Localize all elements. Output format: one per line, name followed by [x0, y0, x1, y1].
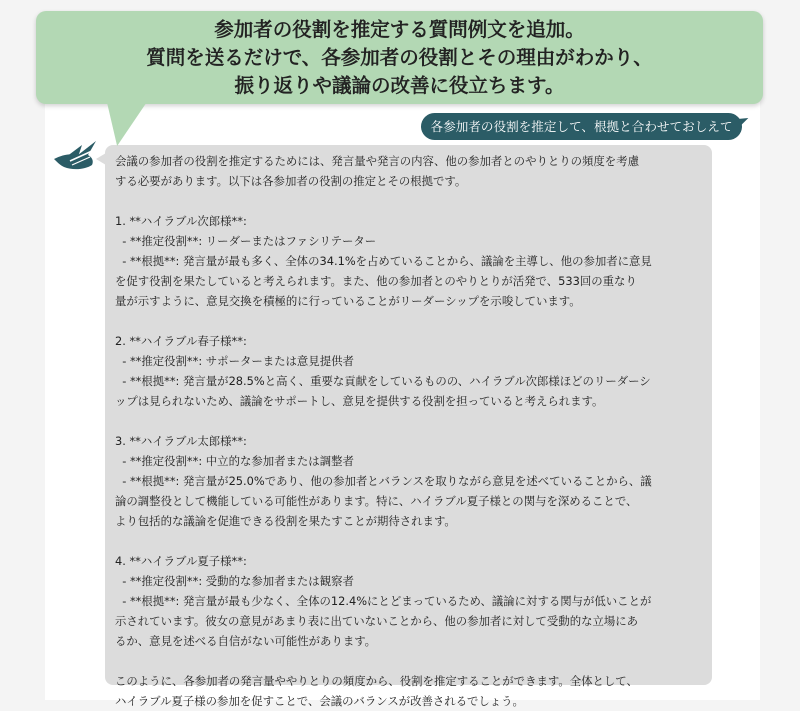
assistant-message-bubble [105, 145, 712, 708]
assistant-line [115, 311, 702, 331]
assistant-line: るか、意見を述べる自信がない可能性があります。 [115, 634, 377, 648]
assistant-line: 論の調整役として機能している可能性があります。特に、ハイラブル夏子様との関与を深めることで、 [115, 494, 638, 508]
banner-line-3: 振り返りや議論の改善に役立ちます。 [234, 73, 565, 97]
assistant-line: 会議の参加者の役割を推定するためには、発言量や発言の内容、他の参加者とのやりとりの頻度を考慮 [115, 154, 639, 168]
banner-line-1: 参加者の役割を推定する質問例文を追加。 [214, 17, 585, 41]
assistant-line: 3. **ハイラブル太郎様**: [115, 434, 247, 448]
assistant-line: - **根拠**: 発言量が最も少なく、全体の12.4%にとどまっているため、議論に対する関与が低いことが [115, 594, 652, 608]
assistant-line: ップは見られないため、議論をサポートし、意見を提供する役割を担っていると考えられます。 [115, 394, 604, 408]
assistant-line [115, 531, 702, 551]
feature-banner [36, 11, 763, 104]
user-message-bubble: 各参加者の役割を推定して、根拠と合わせておしえて [421, 113, 742, 140]
assistant-line: - **根拠**: 発言量が25.0%であり、他の参加者とバランスを取りながら意見を述べていることから、議 [115, 474, 652, 488]
assistant-line: 示されています。彼女の意見があまり表に出ていないことから、他の参加者に対して受動的な立場にあ [115, 614, 639, 628]
assistant-line: - **推定役割**: 受動的な参加者または観察者 [115, 574, 354, 588]
bird-icon [52, 137, 100, 173]
assistant-line: このように、各参加者の発言量ややりとりの頻度から、役割を推定することができます。全体として、 [115, 674, 638, 688]
banner-pointer [99, 102, 147, 146]
assistant-line: 2. **ハイラブル春子様**: [115, 334, 247, 348]
assistant-line: - **根拠**: 発言量が最も多く、全体の34.1%を占めていることから、議論を主導し、他の参加者に意見 [115, 254, 652, 268]
assistant-line [115, 651, 702, 671]
assistant-line: 4. **ハイラブル夏子様**: [115, 554, 247, 568]
assistant-line: 量が示すように、意見交換を積極的に行っていることがリーダーシップを示唆しています。 [115, 294, 581, 308]
banner-line-2: 質問を送るだけで、各参加者の役割とその理由がわかり、 [146, 45, 653, 69]
assistant-line: - **推定役割**: サポーターまたは意見提供者 [115, 354, 354, 368]
assistant-line: より包括的な議論を促進できる役割を果たすことが期待されます。 [115, 514, 456, 528]
assistant-line: - **根拠**: 発言量が28.5%と高く、重要な貢献をしているものの、ハイラブル次郎様ほどのリーダーシ [115, 374, 651, 388]
assistant-line [115, 191, 702, 211]
assistant-line: 1. **ハイラブル次郎様**: [115, 214, 247, 228]
assistant-line: ハイラブル夏子様の参加を促すことで、会議のバランスが改善されるでしょう。 [115, 694, 524, 708]
assistant-line: - **推定役割**: 中立的な参加者または調整者 [115, 454, 354, 468]
assistant-line: - **推定役割**: リーダーまたはファシリテーター [115, 234, 377, 248]
assistant-line: する必要があります。以下は各参加者の役割の推定とその根拠です。 [115, 174, 467, 188]
assistant-line: を促す役割を果たしていると考えられます。また、他の参加者とのやりとりが活発で、533回の重なり [115, 274, 637, 288]
assistant-line [115, 411, 702, 431]
